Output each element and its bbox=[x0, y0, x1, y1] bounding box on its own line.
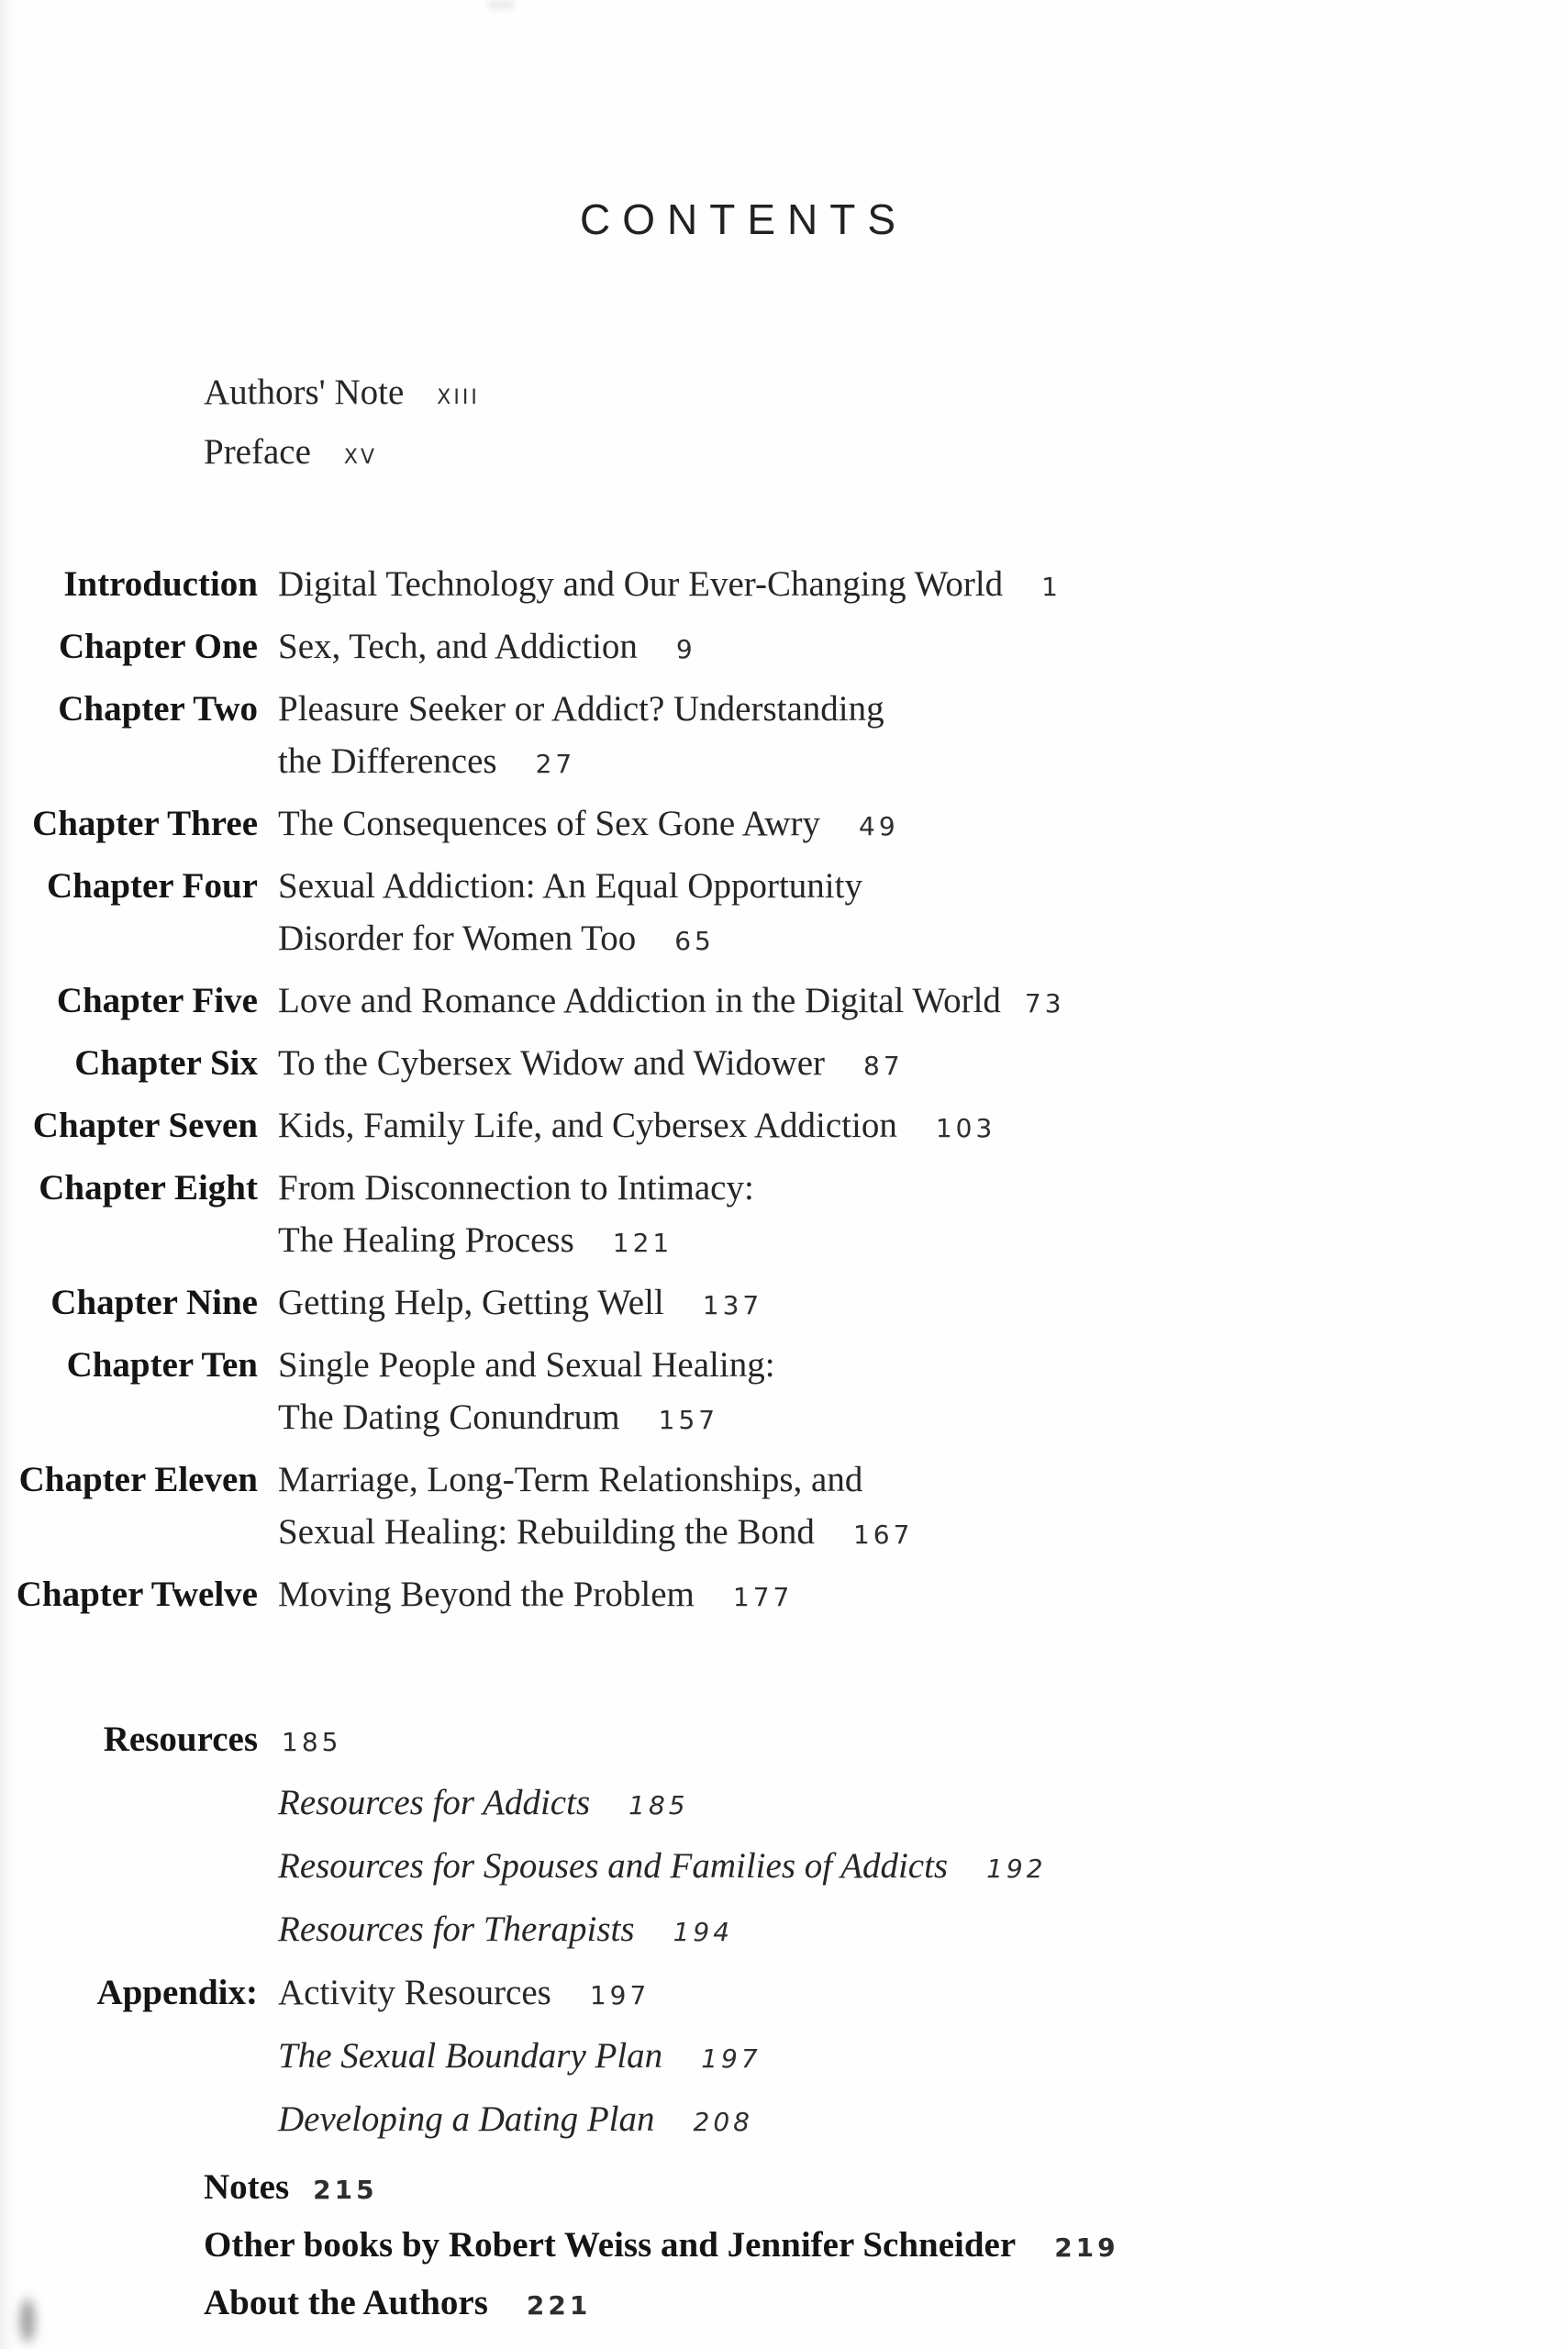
empty-label-cell bbox=[0, 2030, 258, 2086]
appendix-entry bbox=[0, 1966, 1568, 2022]
resources-sub-title-text: Resources for Spouses and Families of Addicts bbox=[278, 1846, 949, 1886]
closing-entry bbox=[204, 2160, 1568, 2218]
chapter-title bbox=[278, 1276, 762, 1331]
resources-sub-title-text: Resources for Addicts bbox=[278, 1783, 591, 1822]
page-number: 65 bbox=[674, 926, 715, 956]
toc-entry bbox=[0, 1453, 1568, 1561]
appendix-sub-entry bbox=[0, 2093, 1568, 2149]
resources-sub-entry bbox=[0, 1776, 1568, 1832]
toc-entry bbox=[0, 620, 1568, 675]
chapter-title-line: The Consequences of Sex Gone Awry bbox=[278, 804, 821, 843]
chapter-title bbox=[278, 558, 1062, 613]
resources-sub-title bbox=[278, 1840, 1047, 1896]
empty-label-cell bbox=[0, 1840, 258, 1896]
chapter-label: Chapter Four bbox=[46, 866, 258, 906]
page-number: xiii bbox=[437, 376, 480, 411]
toc-entry bbox=[0, 797, 1568, 852]
chapter-title-line: Sexual Addiction: An Equal Opportunity bbox=[278, 866, 862, 906]
chapter-title bbox=[278, 1037, 904, 1092]
closing-entries bbox=[204, 2160, 1568, 2333]
toc-entry bbox=[0, 1037, 1568, 1092]
page-number: 197 bbox=[701, 2043, 762, 2074]
page-number: 194 bbox=[673, 1917, 734, 1947]
chapter-title-line: To the Cybersex Widow and Widower bbox=[278, 1043, 825, 1083]
toc-entry bbox=[0, 860, 1568, 967]
chapter-title-line: Single People and Sexual Healing: bbox=[278, 1345, 775, 1385]
page-title: CONTENTS bbox=[580, 195, 907, 243]
chapter-label: Chapter Nine bbox=[50, 1283, 258, 1322]
toc-entry bbox=[0, 1339, 1568, 1446]
appendix-title bbox=[278, 1966, 650, 2022]
chapter-label: Chapter One bbox=[58, 627, 258, 666]
page-number: 192 bbox=[986, 1854, 1047, 1884]
page-number: 197 bbox=[589, 1980, 651, 2010]
closing-entry bbox=[204, 2218, 1568, 2276]
front-matter-label: Preface bbox=[204, 432, 311, 472]
empty-label-cell bbox=[0, 2093, 258, 2149]
appendix-sub-entry bbox=[0, 2030, 1568, 2086]
front-matter-entry bbox=[204, 423, 1568, 483]
resources-label: Resources bbox=[103, 1720, 258, 1759]
chapter-title-line: Kids, Family Life, and Cybersex Addiction bbox=[278, 1106, 897, 1145]
appendix-sub-title-text: The Sexual Boundary Plan bbox=[278, 2036, 663, 2076]
resources-sub-title bbox=[278, 1776, 689, 1832]
chapter-title bbox=[278, 1162, 754, 1269]
page-number: xv bbox=[343, 436, 378, 471]
page-number: 167 bbox=[852, 1520, 914, 1550]
chapter-title-line: Marriage, Long-Term Relationships, and bbox=[278, 1460, 863, 1499]
chapter-title bbox=[278, 1099, 995, 1154]
chapter-title-line: The Dating Conundrum bbox=[278, 1397, 620, 1437]
closing-entry bbox=[204, 2276, 1568, 2333]
empty-label-cell bbox=[0, 1903, 258, 1959]
chapter-title-line: Disorder for Women Too bbox=[278, 918, 637, 958]
resources-page-wrap bbox=[278, 1713, 341, 1769]
closing-label: About the Authors bbox=[204, 2283, 488, 2322]
chapter-title-line: the Differences bbox=[278, 741, 497, 781]
chapter-title bbox=[278, 1568, 793, 1623]
page-number: 121 bbox=[612, 1228, 673, 1258]
page-number: 87 bbox=[863, 1051, 904, 1081]
toc-entry bbox=[0, 1162, 1568, 1269]
closing-label: Other books by Robert Weiss and Jennifer Schneider bbox=[204, 2225, 1017, 2265]
chapter-label: Chapter Twelve bbox=[16, 1575, 258, 1614]
chapter-title-line: Getting Help, Getting Well bbox=[278, 1283, 664, 1322]
chapter-label: Chapter Five bbox=[56, 981, 258, 1020]
closing-label: Notes bbox=[204, 2167, 290, 2207]
toc-entry bbox=[0, 974, 1568, 1030]
page-number: 103 bbox=[935, 1113, 996, 1143]
chapter-title bbox=[278, 860, 862, 967]
chapter-title bbox=[278, 797, 899, 852]
back-matter bbox=[0, 1713, 1568, 2149]
page-number: 157 bbox=[658, 1405, 719, 1435]
toc-entry bbox=[0, 683, 1568, 790]
page-number: 73 bbox=[1024, 988, 1065, 1019]
chapter-label: Chapter Six bbox=[74, 1043, 258, 1083]
scan-mark-artifact bbox=[488, 0, 514, 9]
appendix-label: Appendix: bbox=[96, 1973, 258, 2012]
resources-sub-entry bbox=[0, 1840, 1568, 1896]
front-matter bbox=[204, 363, 1568, 483]
resources-sub-title-text: Resources for Therapists bbox=[278, 1909, 635, 1949]
page-number: 27 bbox=[535, 749, 576, 779]
chapter-title-line: Sex, Tech, and Addiction bbox=[278, 627, 638, 666]
resources-sub-title bbox=[278, 1903, 733, 1959]
chapter-list bbox=[0, 558, 1568, 1623]
page-number: 1 bbox=[1041, 572, 1062, 602]
page-title-wrap bbox=[0, 0, 1568, 244]
chapter-title-line: From Disconnection to Intimacy: bbox=[278, 1168, 754, 1208]
page-number: 185 bbox=[628, 1790, 689, 1820]
page-number: 219 bbox=[1054, 2232, 1119, 2263]
toc-entry bbox=[0, 1276, 1568, 1331]
chapter-title bbox=[278, 1339, 775, 1446]
chapter-title bbox=[278, 974, 1065, 1030]
chapter-title bbox=[278, 683, 884, 790]
chapter-label: Chapter Two bbox=[58, 689, 258, 729]
resources-entry bbox=[0, 1713, 1568, 1769]
chapter-title-line: Pleasure Seeker or Addict? Understanding bbox=[278, 689, 884, 729]
chapter-title-line: The Healing Process bbox=[278, 1220, 574, 1260]
chapter-label: Chapter Three bbox=[32, 804, 258, 843]
chapter-label: Introduction bbox=[63, 564, 258, 604]
appendix-title-text: Activity Resources bbox=[278, 1973, 551, 2012]
page-number: 9 bbox=[675, 634, 696, 664]
page-number: 49 bbox=[859, 811, 899, 841]
empty-label-cell bbox=[0, 1776, 258, 1832]
page-number: 208 bbox=[693, 2107, 753, 2137]
toc-entry bbox=[0, 1099, 1568, 1154]
resources-sub-entry bbox=[0, 1903, 1568, 1959]
page-number: 177 bbox=[732, 1582, 794, 1612]
chapter-title-line: Moving Beyond the Problem bbox=[278, 1575, 695, 1614]
toc-entry bbox=[0, 1568, 1568, 1623]
chapter-title-line: Digital Technology and Our Ever-Changing World bbox=[278, 564, 1004, 604]
chapter-label: Chapter Eight bbox=[39, 1168, 258, 1208]
appendix-sub-title-text: Developing a Dating Plan bbox=[278, 2099, 655, 2139]
chapter-label: Chapter Eleven bbox=[18, 1460, 258, 1499]
appendix-sub-title bbox=[278, 2093, 753, 2149]
page-number: 185 bbox=[282, 1727, 342, 1757]
chapter-title-line: Sexual Healing: Rebuilding the Bond bbox=[278, 1512, 815, 1552]
appendix-sub-title bbox=[278, 2030, 762, 2086]
chapter-title bbox=[278, 1453, 913, 1561]
chapter-title bbox=[278, 620, 696, 675]
front-matter-entry bbox=[204, 363, 1568, 423]
page-number: 137 bbox=[702, 1290, 763, 1320]
chapter-title-line: Love and Romance Addiction in the Digital World bbox=[278, 981, 1001, 1020]
front-matter-label: Authors' Note bbox=[204, 373, 405, 412]
chapter-label: Chapter Seven bbox=[32, 1106, 258, 1145]
toc-entry bbox=[0, 558, 1568, 613]
chapter-label: Chapter Ten bbox=[66, 1345, 258, 1385]
scan-smudge-artifact bbox=[20, 2299, 35, 2343]
page-number: 221 bbox=[526, 2290, 592, 2321]
page-number: 215 bbox=[313, 2175, 378, 2205]
